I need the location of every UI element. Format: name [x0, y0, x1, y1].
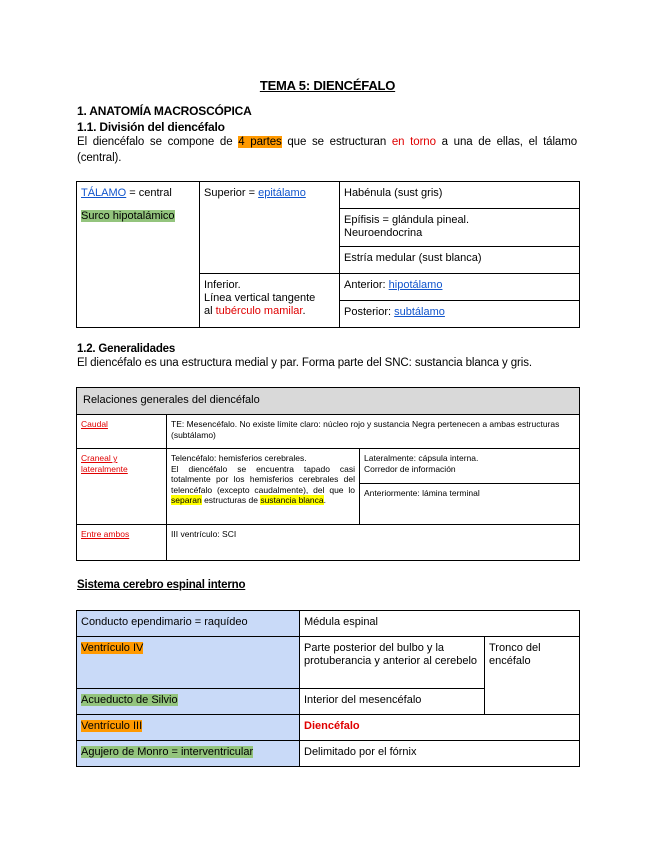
- para-text: a una de ellas, el tálamo (central).: [77, 136, 577, 164]
- superior-cell: [200, 182, 340, 274]
- subheading-sistema: Sistema cerebro espinal interno: [77, 579, 246, 591]
- division-table: [76, 181, 580, 328]
- lateral-line-1: Lateralmente: cápsula interna.: [364, 453, 479, 463]
- craneal-label-cell: [77, 449, 167, 525]
- surco-hipotalamico: Surco hipotalámico: [81, 210, 175, 222]
- estria-cell: Estría medular (sust blanca): [340, 247, 580, 274]
- ventriculo-iii: Ventrículo III: [81, 720, 143, 732]
- inferior-line-2: Línea vertical tangente: [204, 292, 316, 304]
- row-right: Parte posterior del bulbo y la protuberancia y anterior al cerebelo: [300, 637, 485, 689]
- superior-text: Superior =: [204, 187, 259, 199]
- entre-label-cell: [77, 525, 167, 561]
- inferior-line-3: [204, 305, 335, 318]
- inferior-text: al: [204, 305, 216, 317]
- paragraph-division: [77, 135, 577, 166]
- row-left: [77, 689, 300, 715]
- subtalamo-link[interactable]: subtálamo: [394, 306, 445, 318]
- caudal-label: Caudal: [81, 419, 108, 429]
- talamo-cell: [77, 182, 200, 328]
- row-right: Médula espinal: [300, 611, 580, 637]
- anterior-cell: [340, 274, 580, 301]
- lateral-line-2: Corredor de información: [364, 463, 456, 474]
- tronco-cell: Tronco del encéfalo: [485, 637, 580, 715]
- highlight-separan: separan: [171, 495, 202, 505]
- page-title: TEMA 5: DIENCÉFALO: [259, 78, 396, 93]
- row-right: Interior del mesencéfalo: [300, 689, 485, 715]
- craneal-paragraph: [171, 464, 355, 506]
- inferior-period: .: [302, 305, 306, 317]
- row-right: Delimitado por el fórnix: [300, 741, 580, 767]
- row-left: [77, 637, 300, 689]
- relaciones-header: Relaciones generales del diencéfalo: [77, 388, 580, 415]
- ventriculo-iv: Ventrículo IV: [81, 642, 144, 654]
- epitalamo-link[interactable]: epitálamo: [258, 187, 306, 199]
- hipotalamo-link[interactable]: hipotálamo: [388, 279, 443, 291]
- section-heading-anatomia: 1. ANATOMÍA MACROSCÓPICA: [77, 104, 252, 118]
- craneal-text: estructuras de: [201, 495, 261, 505]
- craneal-text-cell: [167, 449, 360, 525]
- highlight-4-partes: 4 partes: [238, 136, 282, 148]
- epifisis-line-1: Epífisis = glándula pineal.: [344, 214, 470, 226]
- subheading-division: 1.1. División del diencéfalo: [77, 120, 225, 134]
- anterior-relacion-cell: Anteriormente: lámina terminal: [360, 484, 580, 525]
- craneal-label: Craneal y lateralmente: [81, 453, 128, 474]
- highlight-sustancia-blanca: sustancia blanca: [260, 495, 324, 505]
- talamo-link[interactable]: TÁLAMO: [81, 187, 127, 199]
- epifisis-cell: [340, 209, 580, 247]
- craneal-line-1: Telencéfalo: hemisferios cerebrales.: [171, 453, 307, 463]
- talamo-line: [81, 187, 195, 200]
- paragraph-generalidades: El diencéfalo es una estructura medial y par. Forma parte del SNC: sustancia blanca y gris.: [77, 357, 532, 369]
- entre-text: III ventrículo: SCI: [167, 525, 580, 561]
- row-left: Conducto ependimario = raquídeo: [77, 611, 300, 637]
- talamo-rest: = central: [126, 187, 172, 199]
- row-right: [300, 715, 580, 741]
- relaciones-table: [76, 387, 580, 561]
- inferior-cell: [200, 274, 340, 328]
- diencefalo-bold: Diencéfalo: [304, 720, 360, 732]
- inferior-line-1: Inferior.: [204, 279, 241, 291]
- red-text-en-torno: en torno: [391, 136, 436, 148]
- agujero-monro: Agujero de Monro = interventricular: [81, 746, 254, 758]
- para-text: El diencéfalo se compone de: [77, 136, 239, 148]
- craneal-period: .: [323, 495, 327, 505]
- posterior-cell: [340, 301, 580, 328]
- para-text: que se estructuran: [281, 136, 392, 148]
- acueducto-silvio: Acueducto de Silvio: [81, 694, 178, 706]
- craneal-text: El diencéfalo se encuentra tapado casi totalmente por los hemisferios cerebrales del telencéfalo (excepto caudalmente), del que lo: [171, 463, 355, 495]
- caudal-text: TE: Mesencéfalo. No existe límite claro: núcleo rojo y sustancia Negra pertenecen a ambas estructuras (subtálamo): [167, 415, 580, 449]
- epifisis-line-2: Neuroendocrina: [344, 227, 423, 239]
- caudal-label-cell: [77, 415, 167, 449]
- sistema-table: [76, 610, 580, 767]
- row-left: [77, 715, 300, 741]
- entre-label: Entre ambos: [81, 529, 130, 539]
- subheading-generalidades: 1.2. Generalidades: [77, 343, 176, 355]
- posterior-text: Posterior:: [344, 306, 395, 318]
- habenula-cell: Habénula (sust gris): [340, 182, 580, 209]
- tuberculo-mamilar: tubérculo mamilar: [215, 305, 303, 317]
- anterior-text: Anterior:: [344, 279, 389, 291]
- row-left: [77, 741, 300, 767]
- lateral-cell: [360, 449, 580, 484]
